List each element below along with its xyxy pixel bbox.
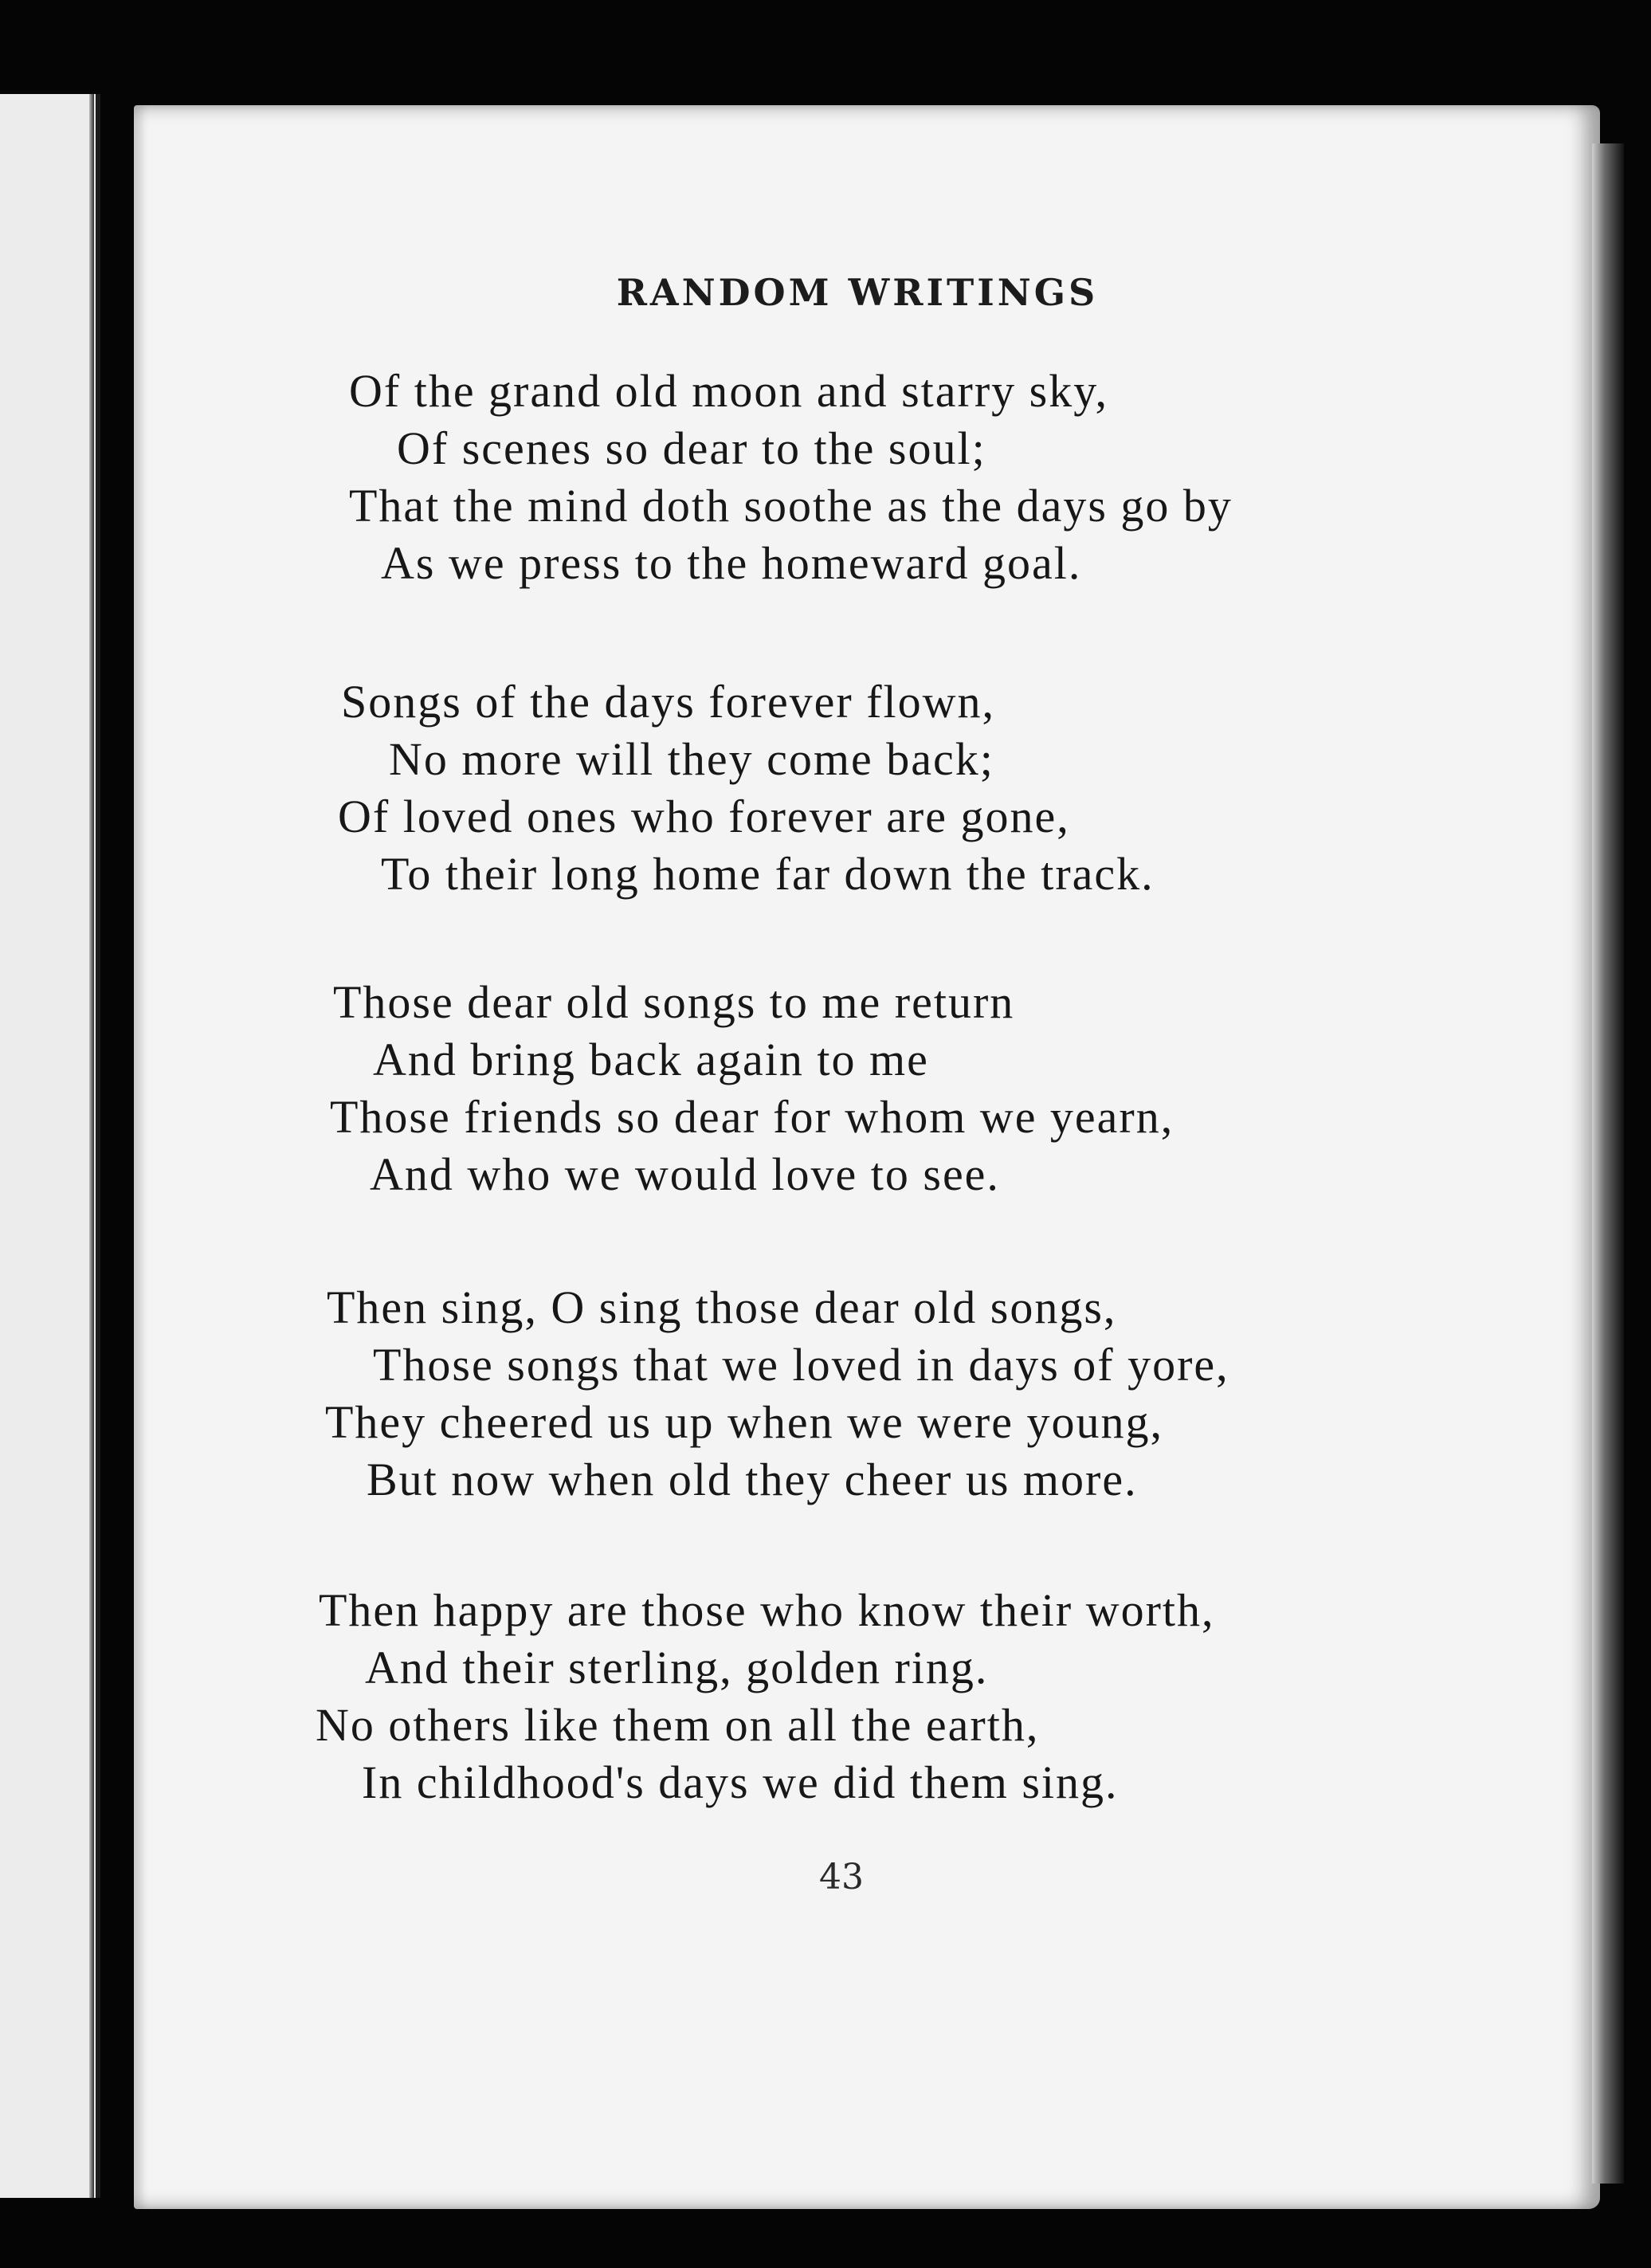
- poem-line: And who we would love to see.: [370, 1148, 1000, 1200]
- running-head: RANDOM WRITINGS: [616, 271, 1099, 314]
- poem-line: Those friends so dear for whom we yearn,: [330, 1091, 1175, 1143]
- poem-line: Of scenes so dear to the soul;: [397, 422, 986, 474]
- poem-line: Songs of the days forever flown,: [341, 676, 996, 728]
- poem-line: Of the grand old moon and starry sky,: [349, 365, 1108, 417]
- poem-line: Then sing, O sing those dear old songs,: [327, 1281, 1117, 1333]
- poem-line: But now when old they cheer us more.: [367, 1454, 1138, 1505]
- poem-line: To their long home far down the track.: [381, 848, 1155, 900]
- stanza-2: [0, 673, 1651, 903]
- stanza-3: [0, 974, 1651, 1203]
- poem-line: Then happy are those who know their worth,: [319, 1584, 1215, 1636]
- stanza-1: [0, 363, 1651, 592]
- stanza-5: [0, 1582, 1651, 1811]
- poem-line: Those dear old songs to me return: [333, 976, 1015, 1028]
- poem-line: They cheered us up when we were young,: [325, 1396, 1163, 1448]
- poem-line: Of loved ones who forever are gone,: [338, 791, 1070, 842]
- page-number: 43: [819, 1857, 864, 1897]
- stanza-4: [0, 1279, 1651, 1509]
- poem-line: And their sterling, golden ring.: [365, 1642, 989, 1693]
- poem-line: As we press to the homeward goal.: [381, 537, 1082, 589]
- poem-line: In childhood's days we did them sing.: [362, 1756, 1119, 1808]
- poem-line: No more will they come back;: [389, 733, 994, 785]
- poem-line: Those songs that we loved in days of yore,: [373, 1339, 1229, 1391]
- poem-line: That the mind doth soothe as the days go by: [349, 480, 1233, 532]
- poem-line: No others like them on all the earth,: [316, 1699, 1040, 1751]
- poem-line: And bring back again to me: [373, 1034, 929, 1085]
